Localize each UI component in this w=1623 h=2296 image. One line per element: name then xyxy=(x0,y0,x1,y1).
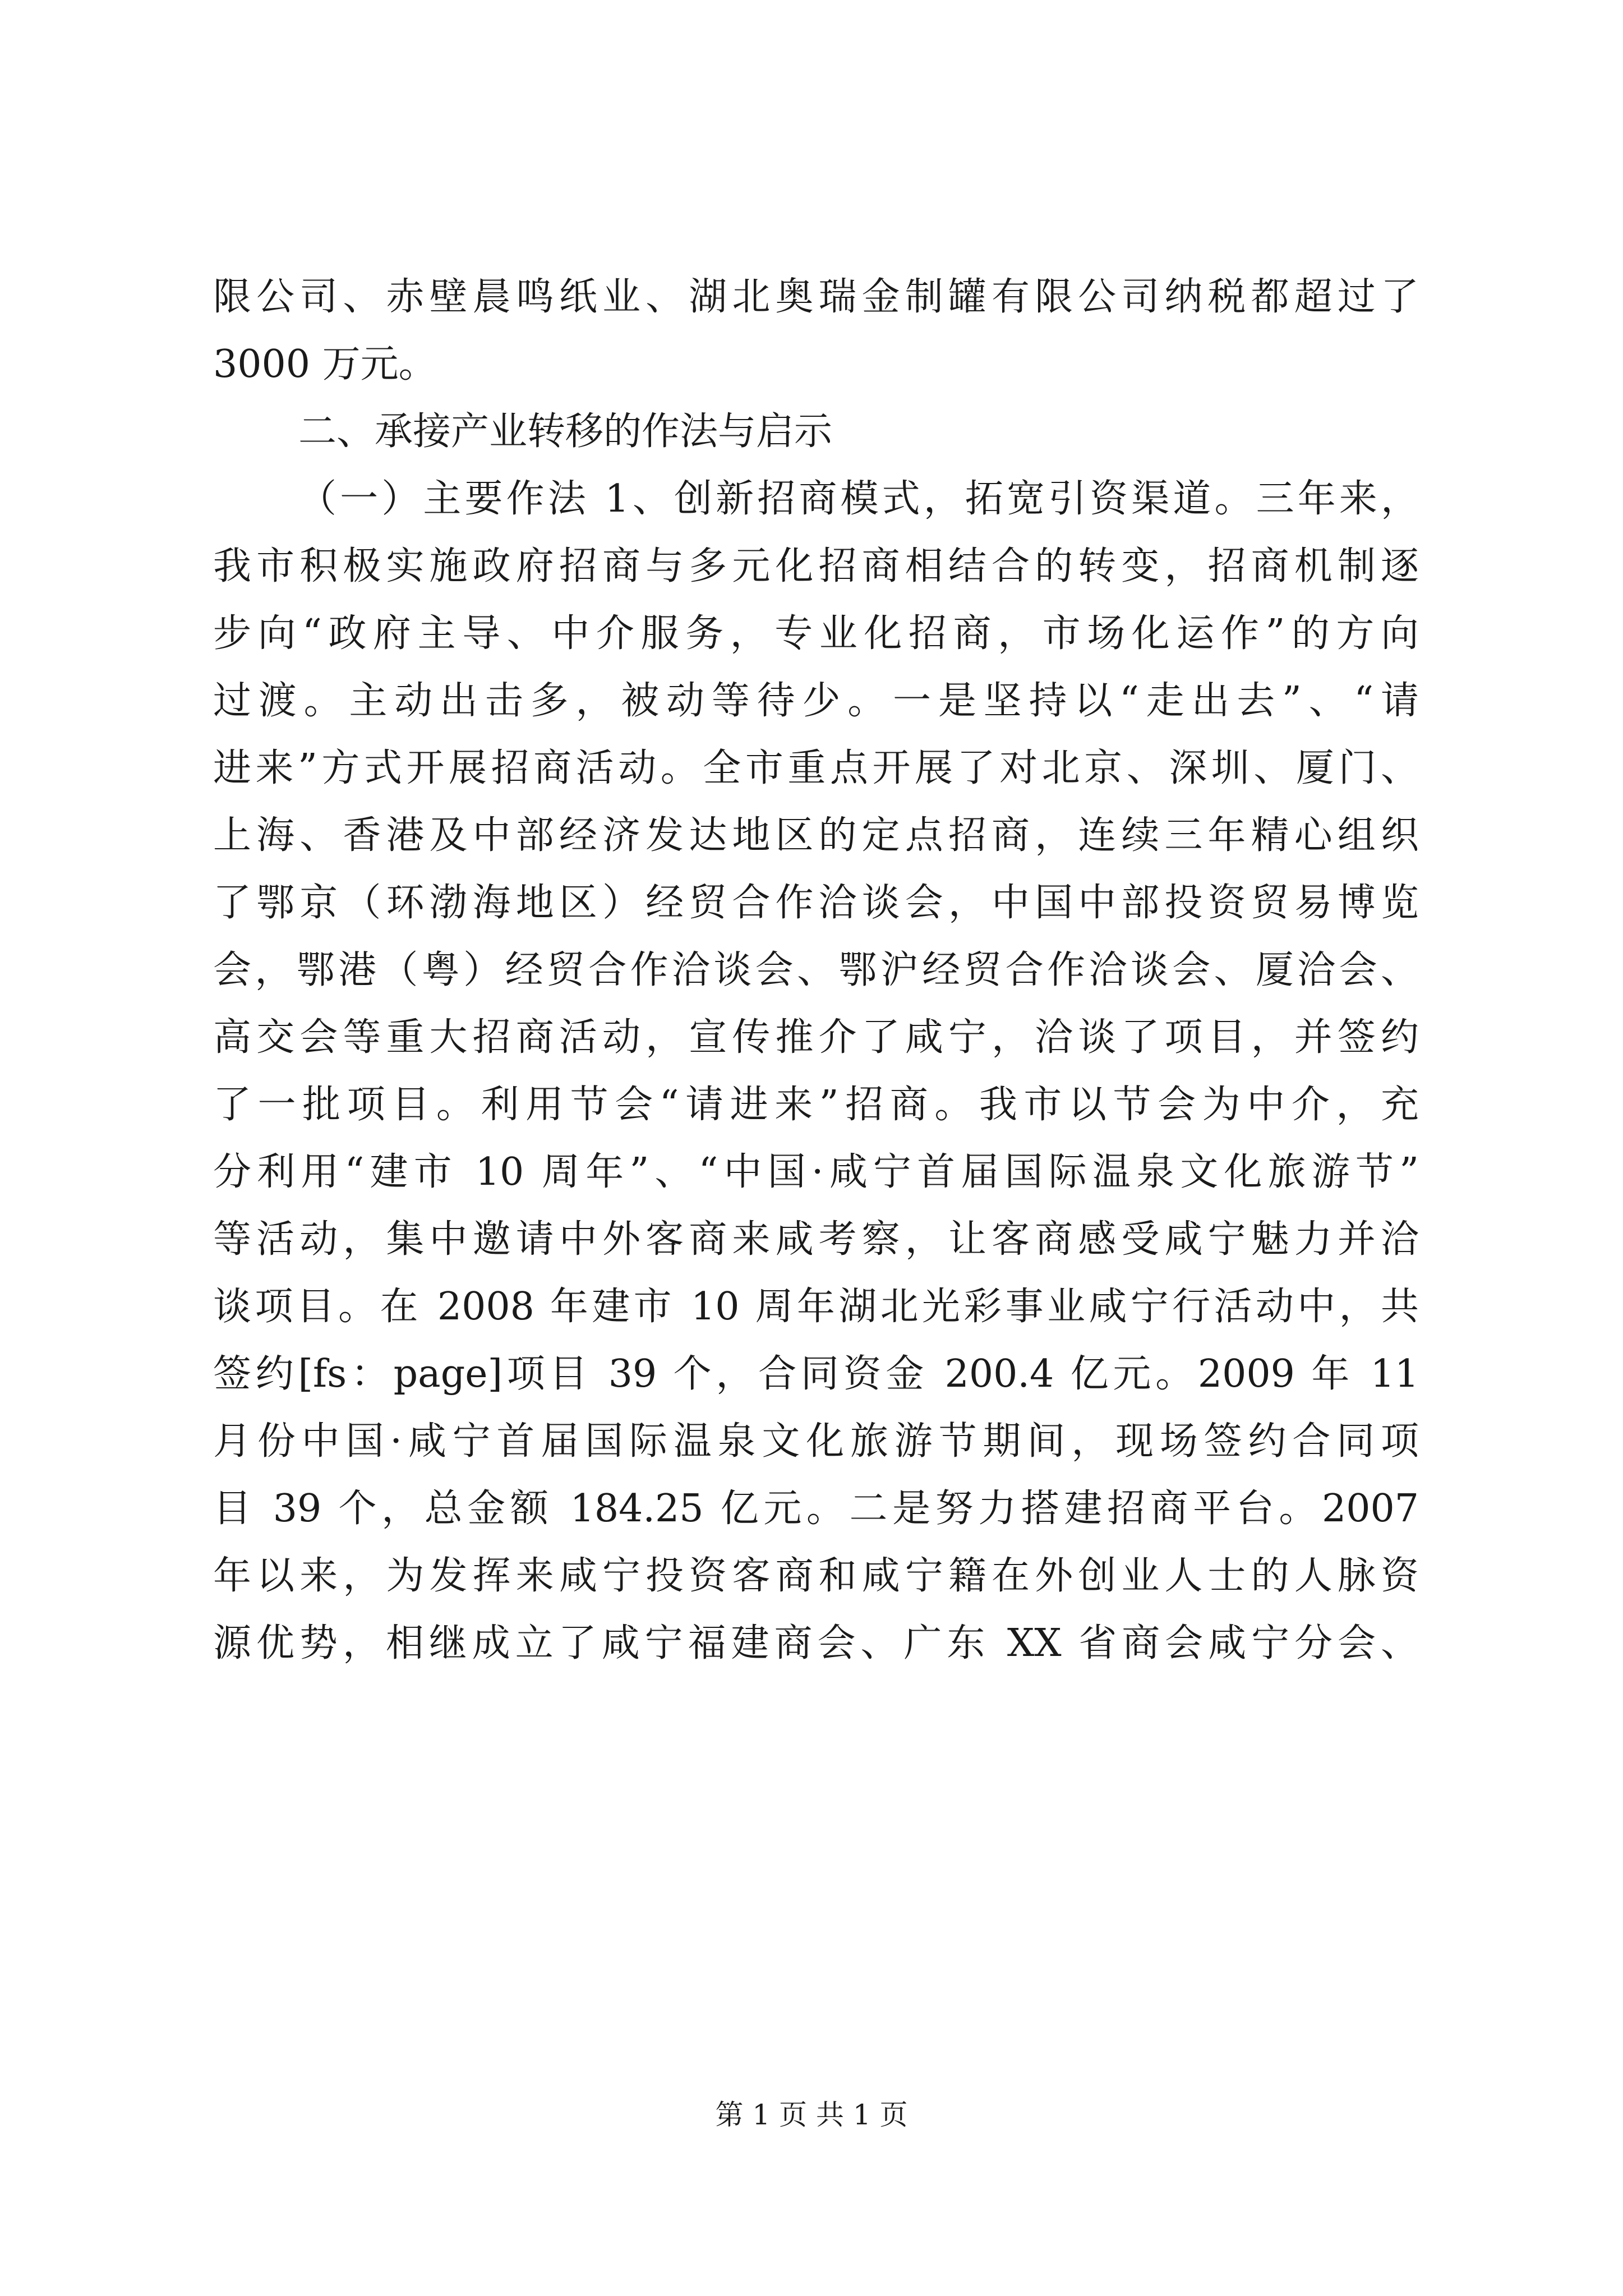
text-line-20: 年以来，为发挥来咸宁投资客商和咸宁籍在外创业人士的人脉资 xyxy=(213,1554,1419,1598)
text-line-8: 进来”方式开展招商活动。全市重点开展了对北京、深圳、厦门、 xyxy=(213,746,1419,790)
text-line-10: 了鄂京（环渤海地区）经贸合作洽谈会，中国中部投资贸易博览 xyxy=(213,881,1419,925)
text-line-14: 分利用“建市 10 周年”、“中国·咸宁首届国际温泉文化旅游节” xyxy=(213,1150,1419,1194)
text-line-16: 谈项目。在 2008 年建市 10 周年湖北光彩事业咸宁行活动中，共 xyxy=(213,1285,1419,1329)
text-line-12: 高交会等重大招商活动，宣传推介了咸宁，洽谈了项目，并签约 xyxy=(213,1015,1419,1060)
text-line-1: 限公司、赤壁晨鸣纸业、湖北奥瑞金制罐有限公司纳税都超过了 xyxy=(213,275,1419,319)
text-line-7: 过渡。主动出击多，被动等待少。一是坚持以“走出去”、“请 xyxy=(213,679,1419,723)
text-line-6: 步向“政府主导、中介服务，专业化招商，市场化运作”的方向 xyxy=(213,611,1419,656)
text-line-21: 源优势，相继成立了咸宁福建商会、广东 XX 省商会咸宁分会、 xyxy=(213,1621,1419,1665)
text-line-2: 3000 万元。 xyxy=(213,342,437,386)
text-line-13: 了一批项目。利用节会“请进来”招商。我市以节会为中介，充 xyxy=(213,1083,1419,1127)
text-line-11: 会，鄂港（粤）经贸合作洽谈会、鄂沪经贸合作洽谈会、厦洽会、 xyxy=(213,948,1419,992)
text-line-9: 上海、香港及中部经济发达地区的定点招商，连续三年精心组织 xyxy=(213,813,1419,858)
page-number-footer: 第 1 页 共 1 页 xyxy=(715,2099,908,2131)
text-line-4: （一）主要作法 1、创新招商模式，拓宽引资渠道。三年来， xyxy=(298,477,1419,521)
text-line-15: 等活动，集中邀请中外客商来咸考察，让客商感受咸宁魅力并洽 xyxy=(213,1217,1419,1262)
text-line-5: 我市积极实施政府招商与多元化招商相结合的转变，招商机制逐 xyxy=(213,544,1419,588)
text-line-18: 月份中国·咸宁首届国际温泉文化旅游节期间，现场签约合同项 xyxy=(213,1419,1419,1464)
text-line-19: 目 39 个，总金额 184.25 亿元。二是努力搭建招商平台。2007 xyxy=(213,1487,1419,1531)
section-heading: 二、承接产业转移的作法与启示 xyxy=(298,409,833,454)
text-line-17: 签约[fs：page]项目 39 个，合同资金 200.4 亿元。2009 年 11 xyxy=(213,1352,1419,1396)
